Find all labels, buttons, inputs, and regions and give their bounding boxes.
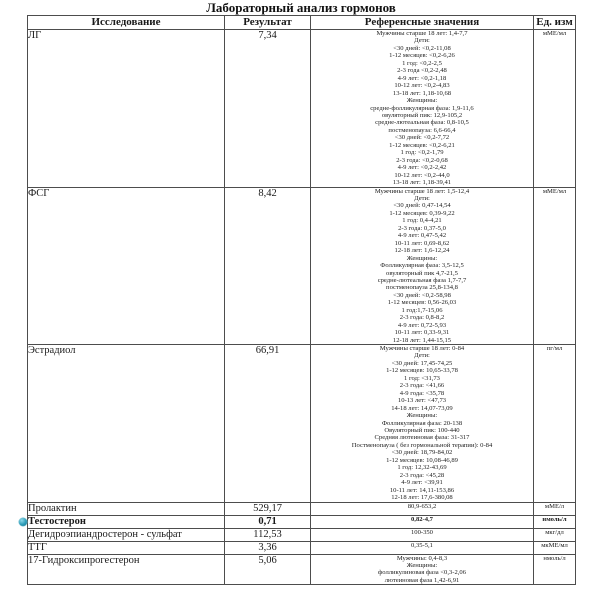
reference-line: фолликулиновая фаза <0,3-2,06 — [377, 569, 467, 577]
table-row — [28, 345, 576, 503]
test-name-cell — [28, 30, 225, 188]
reference-line: 1 год: <31,73 — [404, 374, 440, 382]
test-name: Тестостерон — [28, 515, 86, 527]
reference-line: средне-лютеальная фаза: 0,8-10,5 — [375, 119, 469, 127]
test-name-cell — [28, 187, 225, 345]
reference-line: <30 дней: 18,79-84,02 — [391, 449, 453, 457]
reference-line: 2-3 года <0,2-2,48 — [397, 67, 447, 75]
reference-line: Фолликулярная фаза: 3,5-12,5 — [380, 262, 464, 270]
result-cell: 5,06 — [225, 554, 311, 585]
test-name-cell — [28, 345, 225, 503]
reference-line: Дети: — [414, 37, 430, 45]
test-name: ТТГ — [28, 541, 47, 553]
unit-cell: мМЕ/мл — [534, 187, 576, 345]
unit-cell: мкМЕ/мл — [534, 541, 576, 554]
unit-cell: нмоль/л — [534, 515, 576, 528]
col-header-test: Исследование — [28, 16, 225, 30]
table-row — [28, 554, 576, 585]
reference-line: 12-18 лет: 17,6-380,08 — [391, 494, 453, 502]
table-row — [28, 515, 576, 528]
reference-line: 10-11 лет: 14,11-153,86 — [389, 486, 455, 494]
reference-line: Дети: — [414, 194, 430, 202]
table-body — [28, 30, 576, 585]
unit-cell: пг/мл — [534, 345, 576, 503]
reference-line: 1-12 месяцев: 10,08-46,89 — [386, 456, 458, 464]
test-name: 17-Гидроксипрогестерон — [28, 554, 140, 566]
reference-line: Женщины: — [406, 562, 438, 569]
reference-line: 2-3 года: <41,66 — [399, 382, 445, 390]
table-row — [28, 528, 576, 541]
abnormal-flag-icon — [19, 518, 27, 526]
result-cell: 0,71 — [225, 515, 311, 528]
reference-values-cell — [311, 541, 534, 554]
reference-line: 1-12 месяцев: <0,2-6,26 — [389, 52, 455, 60]
reference-line: Овуляторный пик: 100-440 — [384, 427, 460, 435]
table-row — [28, 30, 576, 188]
reference-line: Средняя лютеиновая фаза: 31-317 — [374, 434, 470, 442]
reference-line: 10-11 лет: 0,69-8,62 — [394, 239, 450, 247]
reference-values-cell — [311, 187, 534, 345]
reference-line: Женщины: — [406, 254, 438, 262]
reference-line: Фолликулярная фаза: 20-138 — [381, 419, 463, 427]
reference-line: овуляторный пик 4,7-21,5 — [386, 269, 458, 277]
hormone-results-table — [27, 15, 576, 585]
reference-line: 14-18 лет: 14,07-73,09 — [391, 404, 453, 412]
col-header-unit: Ед. изм — [534, 16, 576, 30]
reference-line: 1-12 месяцев: 10,65-33,78 — [386, 367, 458, 375]
reference-line: 1-12 месяцев: 0,56-26,03 — [387, 299, 457, 307]
reference-line: 1-12 месяцев: <0,2-6,21 — [389, 141, 455, 149]
test-name-cell — [28, 515, 225, 528]
reference-line: <30 дней: 0,47-14,54 — [393, 202, 451, 210]
result-cell: 112,53 — [225, 528, 311, 541]
test-name: ФСГ — [28, 187, 50, 199]
result-cell: 3,36 — [225, 541, 311, 554]
col-header-reference: Референсные значения — [311, 16, 534, 30]
reference-line: овуляторный пик: 12,9-105,2 — [381, 111, 463, 119]
reference-values-cell — [311, 345, 534, 503]
reference-line: 0,82-4,7 — [411, 515, 433, 523]
reference-line: Мужчины: 0,4-8,3 — [396, 554, 448, 562]
reference-line: <30 дней: <0,2-7,72 — [394, 134, 450, 142]
reference-line: Дети: — [414, 352, 430, 360]
reference-line: постменопауза: 6,6-66,4 — [388, 126, 456, 134]
reference-line: 10-13 лет: <47,73 — [397, 397, 447, 405]
result-cell: 8,42 — [225, 187, 311, 345]
reference-line: 80,9-653,2 — [407, 502, 437, 510]
reference-line: 1-12 месяцев: 0,39-9,22 — [389, 209, 455, 217]
test-name-cell — [28, 554, 225, 585]
reference-line: 4-9 лет: <0,2-2,42 — [397, 164, 447, 172]
reference-line: Мужчины старше 18 лет: 1,4-7,7 — [376, 30, 468, 37]
header-row — [28, 16, 576, 30]
reference-line: средне-лютеальная фаза 1,7-7,7 — [377, 276, 467, 284]
col-header-result: Результат — [225, 16, 311, 30]
test-name-cell — [28, 528, 225, 541]
reference-line: 12-18 лет: 1,6-12,24 — [394, 247, 450, 255]
reference-line: <30 дней: <0,2-11,08 — [393, 44, 451, 52]
reference-line: 1 год: 12,32-43,69 — [397, 464, 447, 472]
reference-line: 4-9 лет: <0,2-1,18 — [397, 74, 447, 82]
reference-line: 1 год:1,7-15,06 — [401, 306, 443, 314]
reference-values-cell — [311, 515, 534, 528]
test-name: ЛГ — [28, 30, 42, 41]
reference-line: 100-350 — [411, 528, 433, 536]
test-name: Пролактин — [28, 502, 77, 514]
test-name-cell — [28, 502, 225, 515]
reference-line: 2-3 года: <0,2-0,68 — [396, 156, 448, 164]
page-title: Лабораторный анализ гормонов — [206, 0, 396, 15]
reference-line: 13-18 лет: 1,18-39,41 — [392, 179, 452, 187]
unit-cell: мМЕ/мл — [534, 30, 576, 188]
reference-line: Постменопауза ( без гормональной терапии): 0-84 — [351, 441, 493, 449]
reference-line: Мужчины старше 18 лет: 1,5-12,4 — [374, 187, 470, 195]
unit-cell: мкг/дл — [534, 528, 576, 541]
reference-line: 10-12 лет: <0,2-4,83 — [394, 82, 450, 90]
unit-cell: нмоль/л — [534, 554, 576, 585]
table-row — [28, 502, 576, 515]
test-name: Эстрадиол — [28, 345, 76, 357]
reference-line: постменопауза 25,8-134,8 — [386, 284, 458, 292]
reference-line: лютеиновая фаза 1,42-6,91 — [384, 576, 460, 584]
reference-line: 2-3 года: <45,28 — [399, 471, 445, 479]
reference-line: 1 год: <0,2-2,5 — [402, 59, 442, 67]
reference-line: 4-9 лет: <39,91 — [401, 479, 443, 487]
reference-line: <30 дней: <0,2-58,98 — [393, 291, 451, 299]
table-row — [28, 187, 576, 345]
test-name: Дегидроэпиандростерон - сульфат — [28, 528, 182, 540]
reference-line: Женщины: — [406, 97, 438, 105]
reference-line: 4-9 лет: 0,47-5,42 — [397, 232, 447, 240]
reference-values-cell — [311, 30, 534, 188]
reference-line: 2-3 года: 0,37-5,0 — [398, 224, 446, 232]
table-row — [28, 541, 576, 554]
result-cell: 529,17 — [225, 502, 311, 515]
reference-line: 0,35-5,1 — [411, 541, 433, 549]
test-name-cell — [28, 541, 225, 554]
reference-values-cell — [311, 528, 534, 541]
reference-line: 2-3 года: 0,8-8,2 — [399, 314, 445, 322]
reference-line: Женщины: — [406, 412, 438, 420]
reference-line: 12-18 лет: 1,44-15,15 — [392, 336, 452, 344]
table-header — [28, 16, 576, 30]
reference-line: средне-фолликулярная фаза: 1,9-11,6 — [370, 104, 474, 112]
reference-line: 4-9 лет: 0,72-5,93 — [397, 321, 447, 329]
result-cell: 66,91 — [225, 345, 311, 503]
reference-line: 1 год: 0,4-4,21 — [402, 217, 442, 225]
reference-line: 13-18 лет: 1,18-10,68 — [392, 89, 452, 97]
reference-line: 10-12 лет: <0,2-44,0 — [394, 171, 450, 179]
reference-line: Мужчины старше 18 лет: 0-84 — [379, 345, 465, 353]
reference-line: 10-11 лет: 0,33-9,31 — [394, 329, 450, 337]
reference-line: 4-9 года: <35,78 — [399, 389, 445, 397]
unit-cell: мМЕ/л — [534, 502, 576, 515]
reference-line: 1 год: <0,2-1,79 — [400, 149, 444, 157]
result-cell: 7,34 — [225, 30, 311, 188]
reference-values-cell — [311, 554, 534, 585]
reference-values-cell — [311, 502, 534, 515]
reference-line: <30 дней: 17,45-74,25 — [391, 359, 453, 367]
